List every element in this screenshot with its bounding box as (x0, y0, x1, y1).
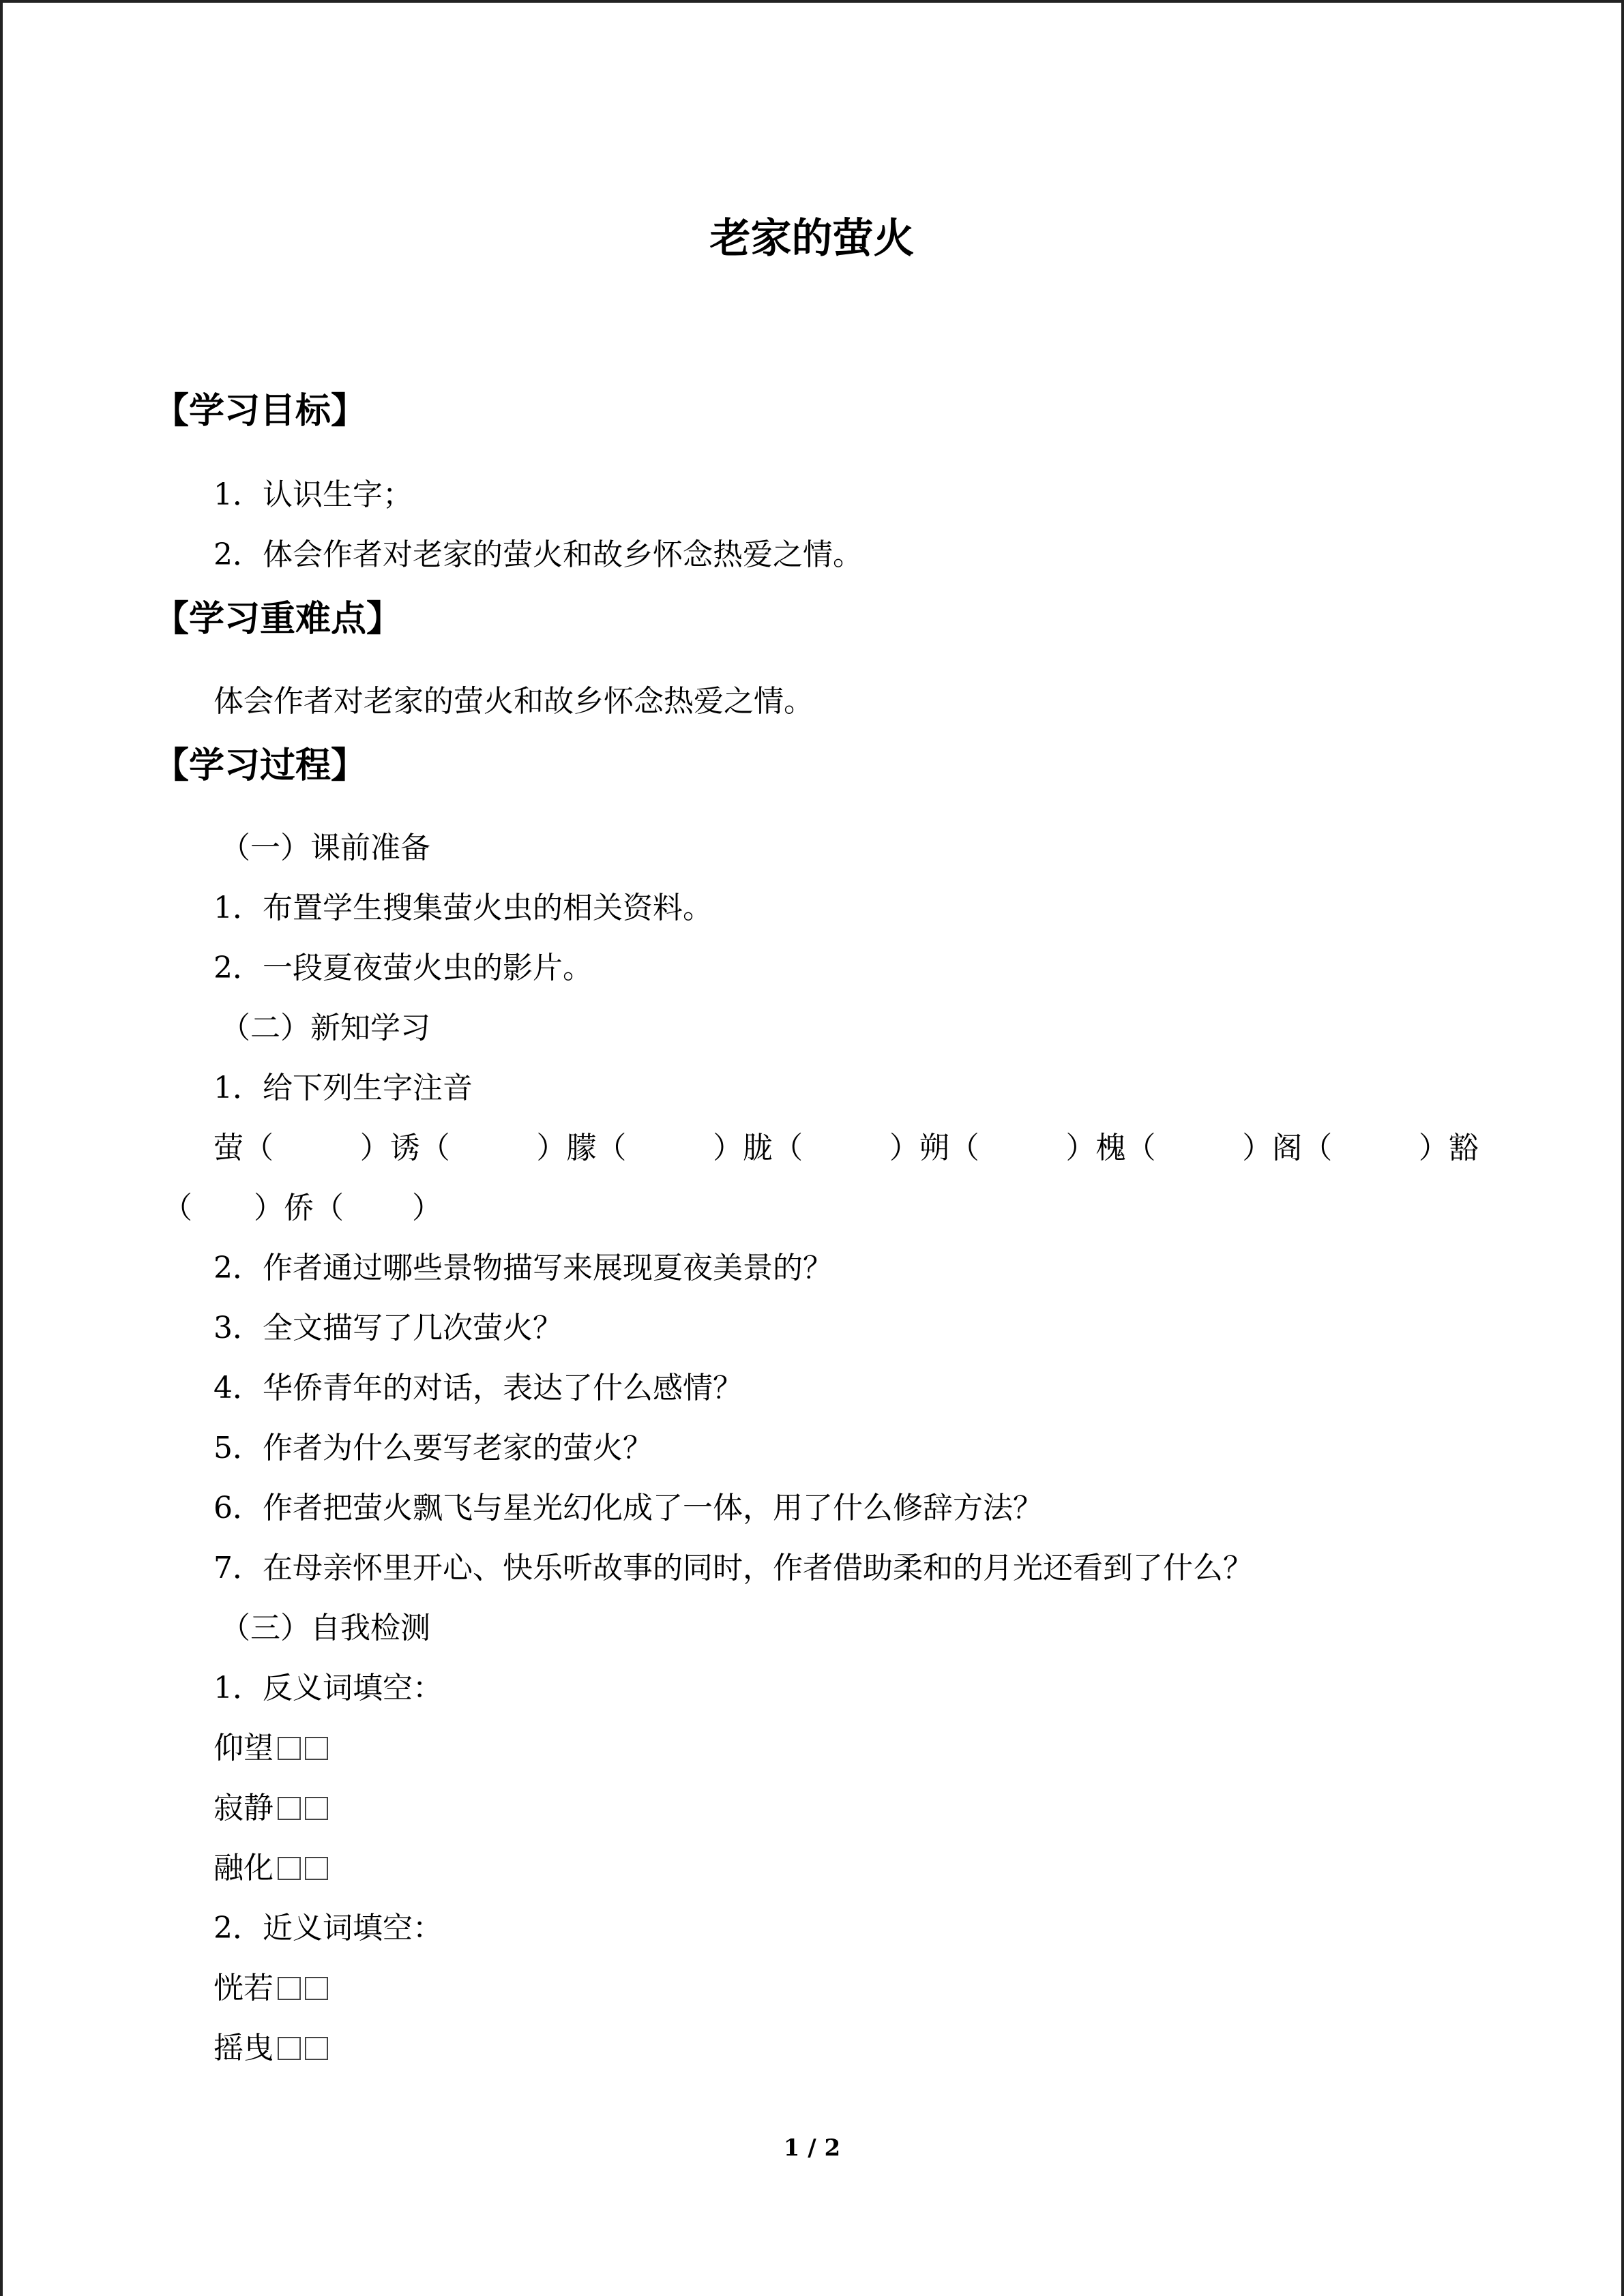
pinyin-char: 萤（ (213, 1131, 274, 1165)
document-title: 老家的萤火 (709, 215, 915, 263)
answer-box (278, 2037, 301, 2060)
antonym-word: 融化 (213, 1851, 274, 1885)
answer-box (305, 1737, 328, 1760)
answer-box (305, 1857, 328, 1880)
part2-question: 6．作者把萤火飘飞与星光幻化成了一体，用了什么修辞方法？ (213, 1491, 1043, 1525)
antonym-item (213, 1848, 328, 1889)
answer-box (305, 1797, 328, 1820)
answer-box (278, 1797, 301, 1820)
pinyin-char: ）诱（ (359, 1131, 450, 1165)
answer-box (305, 1977, 328, 2000)
goal-item: 2．体会作者对老家的萤火和故乡怀念热爱之情。 (213, 537, 863, 572)
part1-item: 2．一段夏夜萤火虫的影片。 (213, 951, 593, 985)
synonym-word: 恍若 (213, 1971, 274, 2006)
antonym-item (213, 1788, 328, 1829)
answer-box (305, 2037, 328, 2060)
pinyin-row-continued (162, 1188, 442, 1229)
part2-question: 5．作者为什么要写老家的萤火？ (213, 1431, 653, 1465)
process-heading: 【学习过程】 (153, 745, 367, 786)
antonym-title: 1．反义词填空： (213, 1671, 443, 1705)
pinyin-char: ）朦（ (536, 1131, 627, 1165)
synonym-title: 2．近义词填空： (213, 1911, 443, 1945)
goal-item: 1．认识生字； (213, 477, 413, 512)
synonym-item (213, 1968, 328, 2009)
goals-heading: 【学习目标】 (153, 391, 367, 432)
answer-box (278, 1857, 301, 1880)
pinyin-char: ）槐（ (1065, 1131, 1156, 1165)
pinyin-char: ）朔（ (889, 1131, 979, 1165)
page-border-right (1621, 0, 1624, 2296)
antonym-item (213, 1728, 328, 1769)
part3-title: （三）自我检测 (220, 1611, 430, 1645)
part2-title: （二）新知学习 (220, 1011, 430, 1045)
page-border-top (0, 0, 1624, 3)
part2-question: 1．给下列生字注音 (213, 1071, 473, 1105)
part1-item: 1．布置学生搜集萤火虫的相关资料。 (213, 891, 713, 925)
pinyin-char: （ (162, 1191, 192, 1225)
pinyin-char: ）豁 (1418, 1131, 1479, 1165)
page-number: 1 / 2 (783, 2134, 841, 2162)
synonym-item (213, 2028, 328, 2069)
pinyin-char: ）胧（ (713, 1131, 803, 1165)
pinyin-char: ）侨（ (254, 1191, 344, 1225)
part2-question: 3．全文描写了几次萤火？ (213, 1311, 563, 1345)
part1-title: （一）课前准备 (220, 831, 430, 865)
keypoints-text: 体会作者对老家的萤火和故乡怀念热爱之情。 (213, 684, 814, 719)
antonym-word: 寂静 (213, 1791, 274, 1825)
part2-question: 7．在母亲怀里开心、快乐听故事的同时，作者借助柔和的月光还看到了什么？ (213, 1551, 1253, 1585)
answer-box (278, 1977, 301, 2000)
synonym-word: 摇曳 (213, 2031, 274, 2066)
part2-question: 2．作者通过哪些景物描写来展现夏夜美景的？ (213, 1251, 833, 1285)
page-border-left (0, 0, 3, 2296)
part2-question: 4．华侨青年的对话，表达了什么感情？ (213, 1371, 743, 1405)
answer-box (278, 1737, 301, 1760)
pinyin-row (213, 1128, 1479, 1169)
keypoints-heading: 【学习重难点】 (153, 599, 402, 640)
pinyin-char: ） (412, 1191, 442, 1225)
pinyin-char: ）阁（ (1242, 1131, 1333, 1165)
antonym-word: 仰望 (213, 1731, 274, 1765)
